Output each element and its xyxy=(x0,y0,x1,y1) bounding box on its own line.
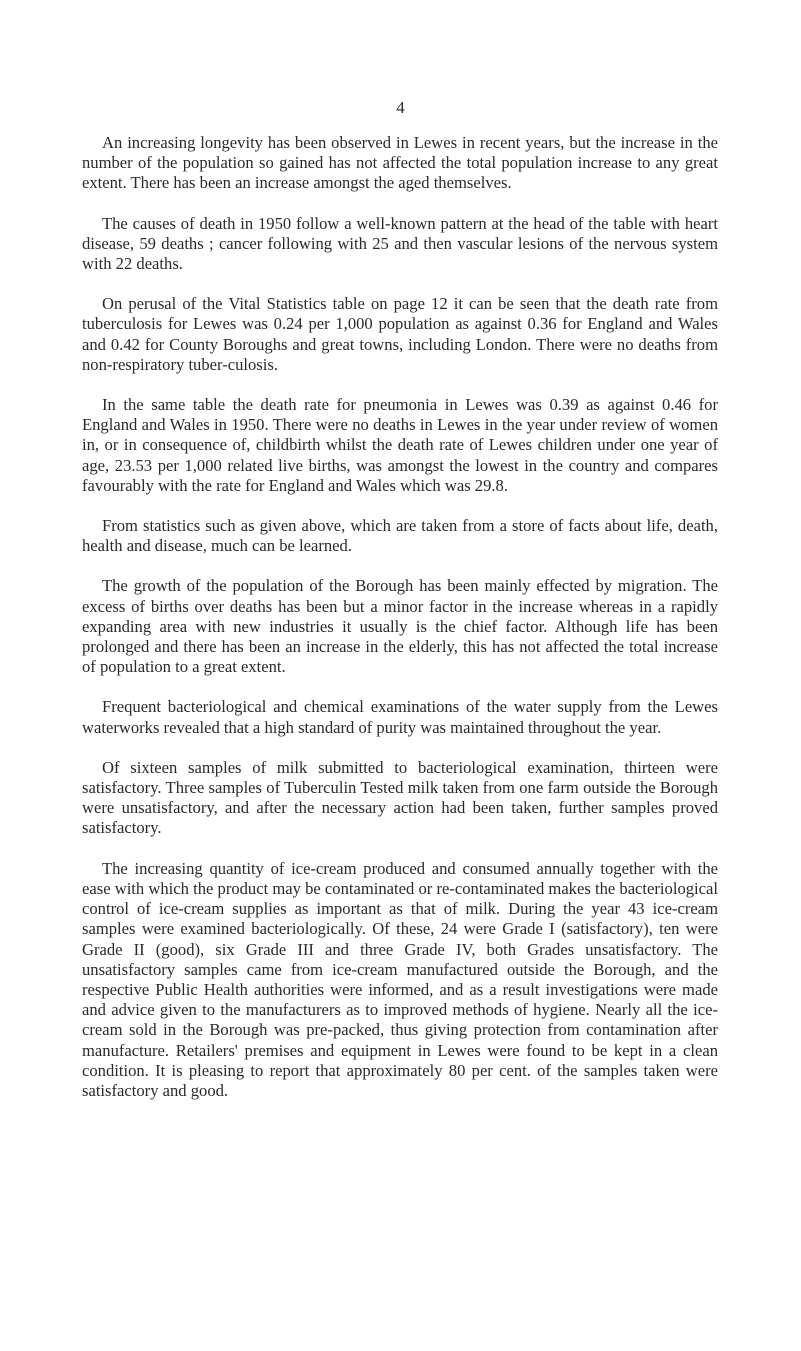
paragraph-ice-cream: The increasing quantity of ice-cream produced and consumed annually together with the ease with which the product may be contaminated or re-contaminated makes the bacteriological control of ice-cream supplies as important as that of milk. During the year 43 ice-cream samples were examined bacteriologically. Of these, 24 were Grade I (satisfactory), ten were Grade II (good), six Grade III and three Grade IV, both Grades unsatisfactory. The unsatisfactory samples came from ice-cream manufactured outside the Borough, and the respective Public Health authorities were informed, and as a result investigations were made and advice given to the manufacturers as to improved methods of hygiene. Nearly all the ice-cream sold in the Borough was pre-packed, thus giving protection from contamination after manufacture. Retailers' premises and equipment in Lewes were found to be kept in a clean condition. It is pleasing to report that approximately 80 per cent. of the samples taken were satisfactory and good. xyxy=(82,858,718,1100)
page-number: 4 xyxy=(396,98,405,117)
body-text xyxy=(82,133,718,1121)
paragraph-longevity: An increasing longevity has been observed in Lewes in recent years, but the increase in the number of the population so gained has not affected the total population increase to any great extent. There has been an increase amongst the aged themselves. xyxy=(82,133,718,193)
paragraph-population-growth: The growth of the population of the Borough has been mainly effected by migration. The excess of births over deaths has been but a minor factor in the increase whereas in a rapidly expanding area with new industries it usually is the chief factor. Although life has been prolonged and there has been an increase in the elderly, this has not affected the total increase of population to a great extent. xyxy=(82,576,718,677)
paragraph-water-supply: Frequent bacteriological and chemical examinations of the water supply from the Lewes waterworks revealed that a high standard of purity was maintained throughout the year. xyxy=(82,697,718,737)
paragraph-statistics: From statistics such as given above, which are taken from a store of facts about life, death, health and disease, much can be learned. xyxy=(82,516,718,556)
paragraph-pneumonia: In the same table the death rate for pneumonia in Lewes was 0.39 as against 0.46 for England and Wales in 1950. There were no deaths in Lewes in the year under review of women in, or in consequence of, childbirth whilst the death rate of Lewes children under one year of age, 23.53 per 1,000 related live births, was amongst the lowest in the country and compares favourably with the rate for England and Wales which was 29.8. xyxy=(82,395,718,495)
paragraph-milk-samples: Of sixteen samples of milk submitted to bacteriological examination, thirteen were satisfactory. Three samples of Tuberculin Tested milk taken from one farm outside the Borough were unsatisfactory, and after the necessary action had been taken, further samples proved satisfactory. xyxy=(82,757,718,838)
paragraph-tuberculosis: On perusal of the Vital Statistics table on page 12 it can be seen that the death rate from tuberculosis for Lewes was 0.24 per 1,000 population as against 0.36 for England and Wales and 0.42 for County Boroughs and great towns, including London. There were no deaths from non-respiratory tuber-culosis. xyxy=(82,294,718,374)
paragraph-causes-of-death: The causes of death in 1950 follow a well-known pattern at the head of the table with heart disease, 59 deaths ; cancer following with 25 and then vascular lesions of the nervous system with 22 deaths. xyxy=(82,213,718,274)
